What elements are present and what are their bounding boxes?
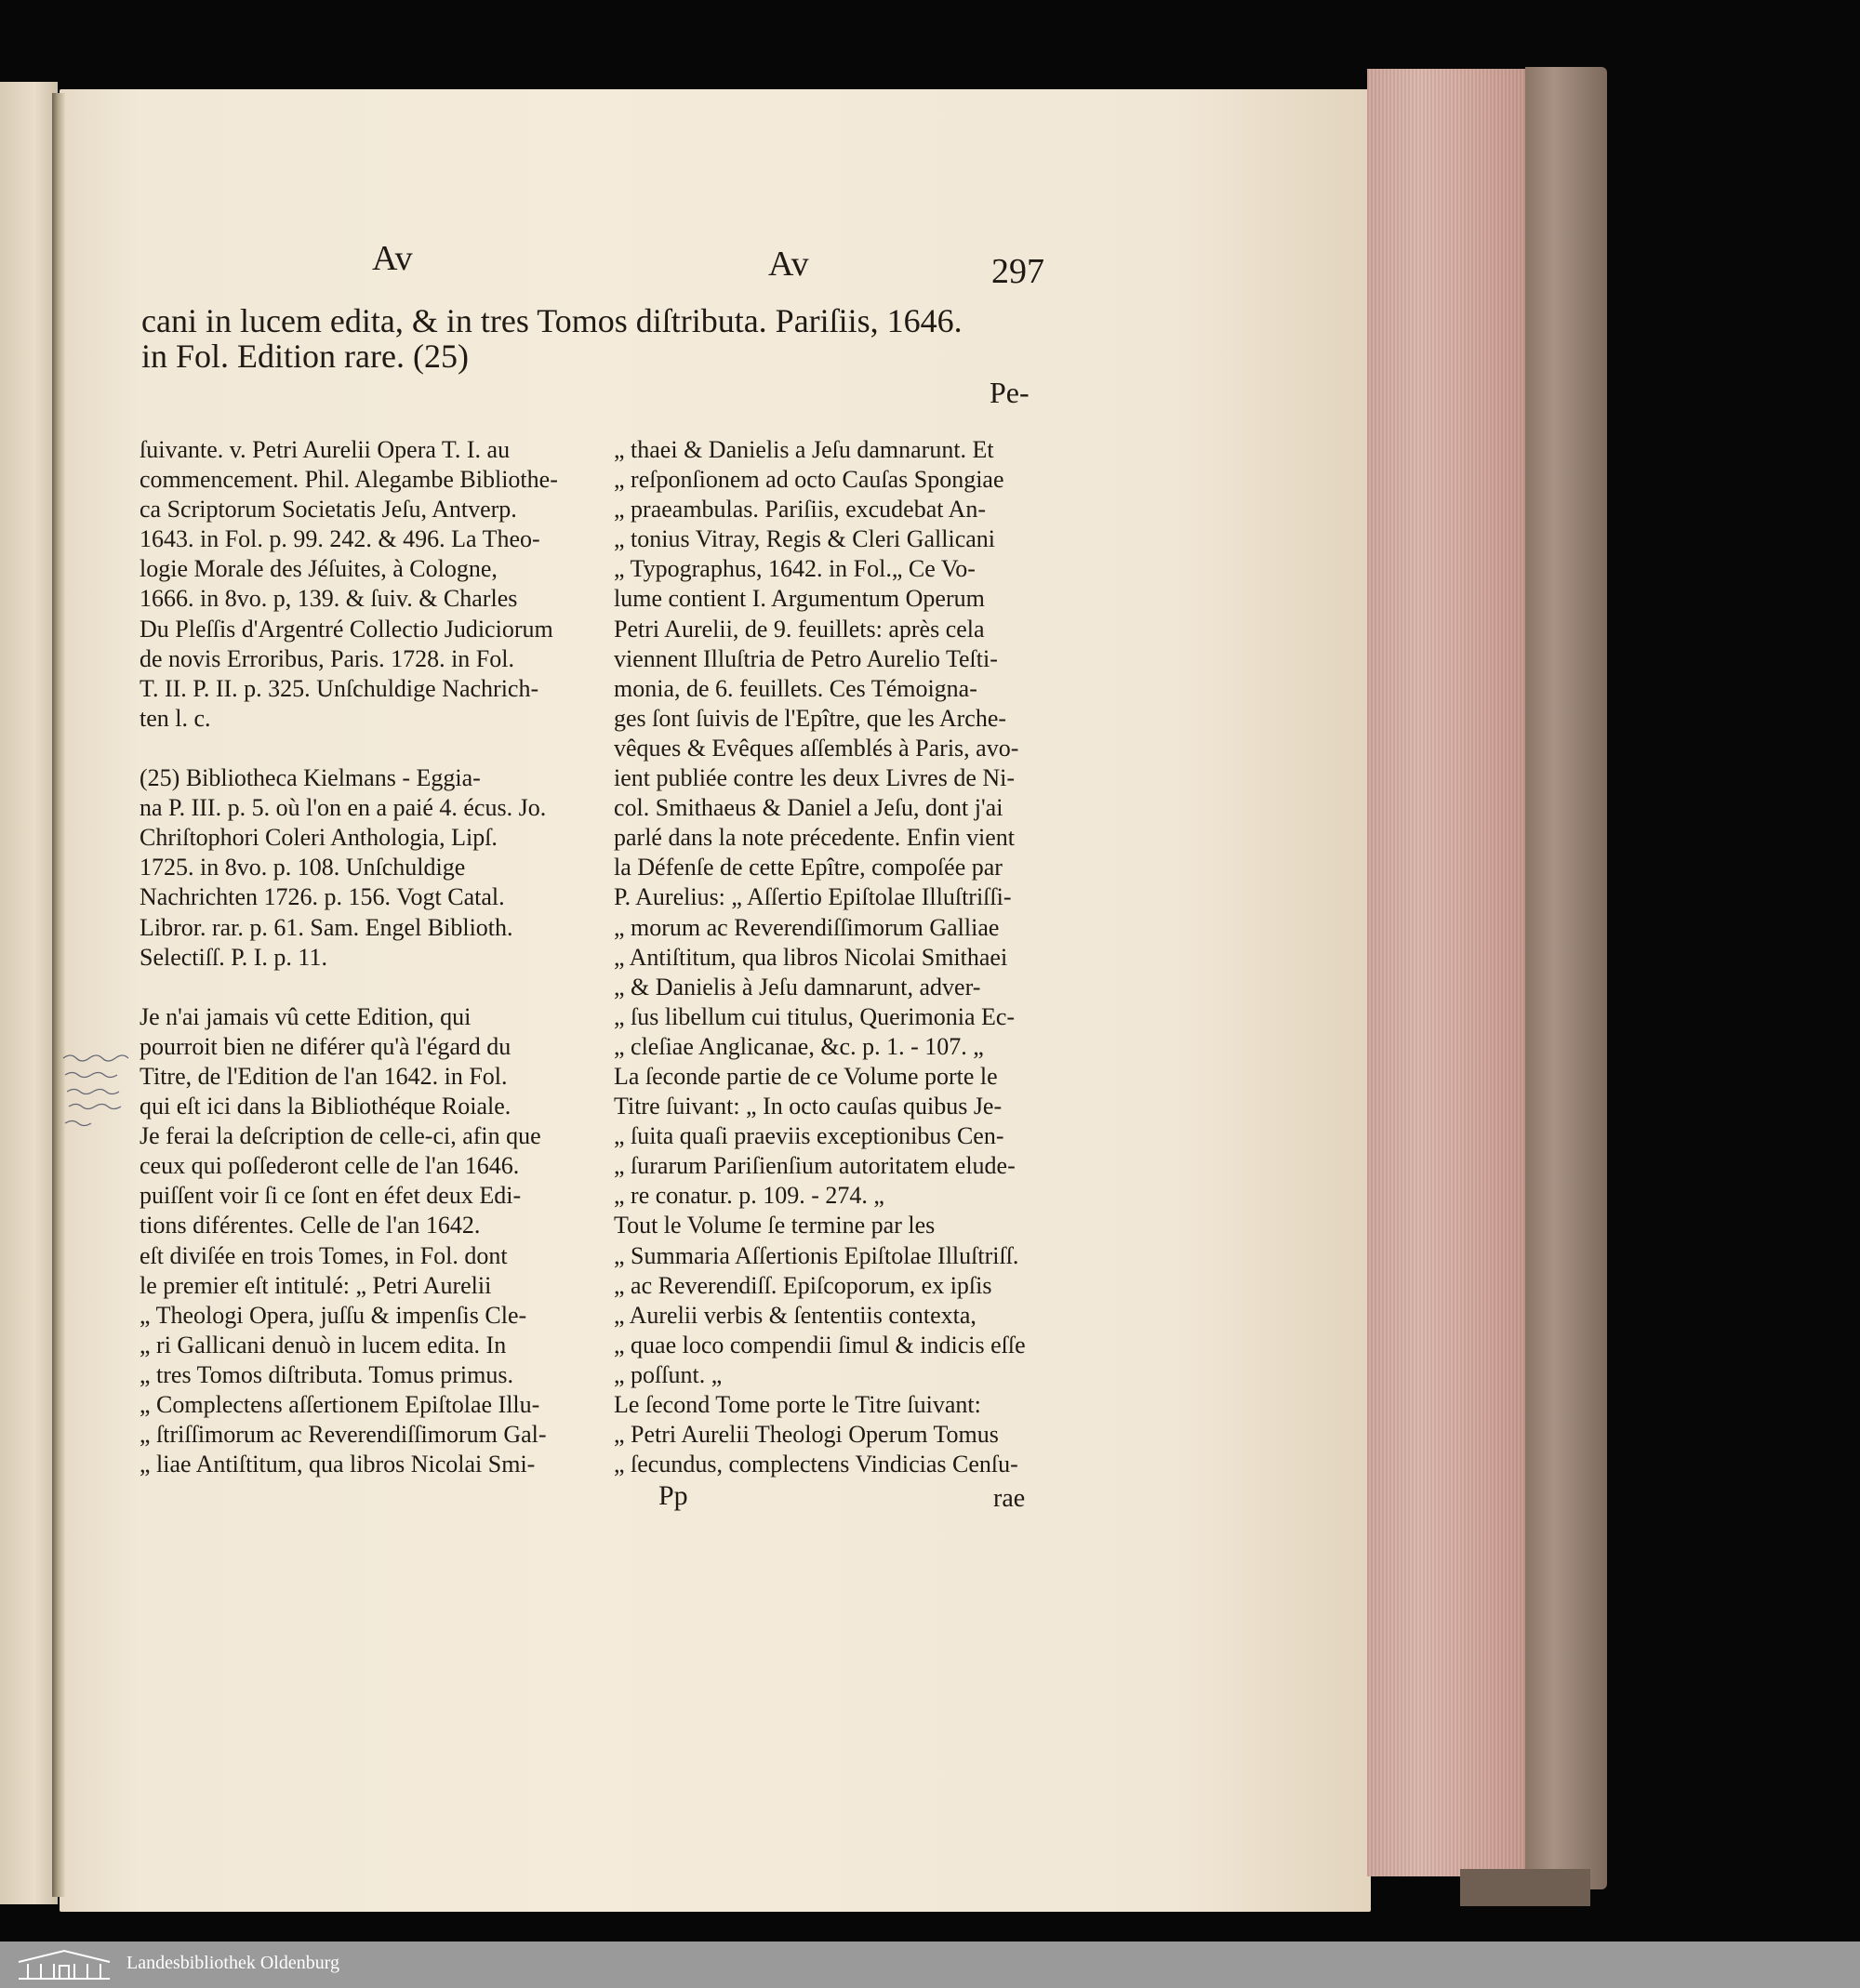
- left-column-line: logie Morale des Jéſuites, à Cologne,: [140, 555, 498, 583]
- left-column-line: 1725. in 8vo. p. 108. Unſchuldige: [140, 854, 466, 881]
- signature-mark: Pp: [658, 1480, 688, 1511]
- right-column-line: lume contient I. Argumentum Operum: [614, 585, 985, 613]
- right-column-line: „ Summaria Aſſertionis Epiſtolae Illuſtriſſ.: [614, 1241, 1019, 1269]
- left-column-line: pourroit bien ne diférer qu'à l'égard du: [140, 1032, 512, 1060]
- left-column-line: eſt diviſée en trois Tomes, in Fol. dont: [140, 1241, 508, 1269]
- right-column-line: la Défenſe de cette Epître, compoſée par: [614, 854, 1003, 881]
- left-column-line: „ ſtriſſimorum ac Reverendiſſimorum Gal-: [140, 1421, 547, 1449]
- left-column-line: ſuivante. v. Petri Aurelii Opera T. I. au: [140, 436, 511, 463]
- right-column-line: „ Petri Aurelii Theologi Operum Tomus: [614, 1421, 999, 1449]
- left-column-line: (25) Bibliotheca Kielmans - Eggia-: [140, 764, 481, 792]
- right-column-line: „ praeambulas. Pariſiis, excudebat An-: [614, 496, 986, 524]
- right-column-line: „ re conatur. p. 109. - 274. „: [614, 1182, 884, 1210]
- right-column-line: „ cleſiae Anglicanae, &c. p. 1. - 107. „: [614, 1032, 984, 1060]
- right-column-line: Tout le Volume ſe termine par les: [614, 1212, 936, 1239]
- right-column-line: „ Antiſtitum, qua libros Nicolai Smithaei: [614, 943, 1008, 971]
- left-column-line: [140, 734, 558, 763]
- left-column-line: ca Scriptorum Societatis Jeſu, Antverp.: [140, 496, 517, 524]
- left-column-line: puiſſent voir ſi ce ſont en éfet deux Edi-: [140, 1182, 522, 1210]
- handwritten-margin-note: [61, 1051, 147, 1144]
- left-column-line: commencement. Phil. Alegambe Bibliothe-: [140, 466, 558, 494]
- right-column-line: „ ac Reverendiſſ. Epiſcoporum, ex ipſis: [614, 1271, 992, 1299]
- left-column-line: Selectiſſ. P. I. p. 11.: [140, 943, 327, 971]
- top-line-2: in Fol. Edition rare. (25): [141, 338, 469, 375]
- right-column-line: ient publiée contre les deux Livres de Ni-: [614, 764, 1016, 792]
- running-head-left: Av: [372, 239, 413, 278]
- left-column-line: „ liae Antiſtitum, qua libros Nicolai Smi-: [140, 1451, 536, 1478]
- right-column-line: P. Aurelius: „ Aſſertio Epiſtolae Illuſtriſſi-: [614, 883, 1012, 911]
- left-column-line: Je ferai la deſcription de celle-ci, afin que: [140, 1122, 541, 1150]
- left-column-line: Je n'ai jamais vû cette Edition, qui: [140, 1002, 472, 1030]
- book-gutter: [52, 93, 65, 1897]
- left-column-line: Titre, de l'Edition de l'an 1642. in Fol.: [140, 1062, 508, 1090]
- library-building-logo-icon: [13, 1947, 115, 1982]
- right-column-line: monia, de 6. feuillets. Ces Témoigna-: [614, 674, 977, 702]
- left-column-line: tions diférentes. Celle de l'an 1642.: [140, 1212, 481, 1239]
- left-column-line: le premier eſt intitulé: „ Petri Aurelii: [140, 1271, 492, 1299]
- right-column-line: Petri Aurelii, de 9. feuillets: après cela: [614, 615, 985, 643]
- right-column-line: „ ſecundus, complectens Vindicias Cenſu-: [614, 1451, 1018, 1478]
- right-column-line: La ſeconde partie de ce Volume porte le: [614, 1062, 998, 1090]
- right-column-line: vêques & Evêques aſſemblés à Paris, avo-: [614, 734, 1019, 762]
- right-column-line: „ & Danielis à Jeſu damnarunt, adver-: [614, 973, 981, 1001]
- catchword-top: Pe-: [990, 376, 1030, 409]
- book-cover-edge: [1525, 67, 1607, 1889]
- right-column-line: „ reſponſionem ad octo Cauſas Spongiae: [614, 466, 1004, 494]
- footer-library-name: Landesbibliothek Oldenburg: [126, 1953, 340, 1973]
- right-column-line: „ Typographus, 1642. in Fol.„ Ce Vo-: [614, 555, 976, 583]
- left-column-line: de novis Erroribus, Paris. 1728. in Fol.: [140, 644, 514, 672]
- right-column-line: parlé dans la note précedente. Enfin vient: [614, 824, 1015, 852]
- left-column-line: 1666. in 8vo. p, 139. & ſuiv. & Charles: [140, 585, 518, 613]
- right-column-line: viennent Illuſtria de Petro Aurelio Teſti-: [614, 644, 998, 672]
- left-column-line: ten l. c.: [140, 704, 211, 732]
- right-column-line: „ ſurarum Pariſienſium autoritatem elude-: [614, 1152, 1016, 1180]
- left-column-line: „ tres Tomos diſtributa. Tomus primus.: [140, 1360, 513, 1388]
- catchword-bottom: rae: [993, 1484, 1026, 1513]
- book-cover-corner: [1460, 1869, 1590, 1906]
- page-number: 297: [991, 252, 1044, 291]
- left-column-line: Nachrichten 1726. p. 156. Vogt Catal.: [140, 883, 505, 911]
- running-head-center: Av: [768, 245, 809, 284]
- right-column-line: ges ſont ſuivis de l'Epître, que les Arche-: [614, 704, 1007, 732]
- right-column-line: „ thaei & Danielis a Jeſu damnarunt. Et: [614, 436, 994, 463]
- left-column-line: ceux qui poſſederont celle de l'an 1646.: [140, 1152, 520, 1180]
- right-column-line: „ ſuita quaſi praeviis exceptionibus Cen-: [614, 1122, 1004, 1150]
- left-column-line: Chriſtophori Coleri Anthologia, Lipſ.: [140, 824, 498, 852]
- previous-page-edge: [0, 82, 58, 1904]
- right-column-line: „ morum ac Reverendiſſimorum Galliae: [614, 913, 1000, 941]
- right-column-line: „ tonius Vitray, Regis & Cleri Gallicani: [614, 525, 996, 553]
- right-column-line: „ ſus libellum cui titulus, Querimonia Ec-: [614, 1002, 1016, 1030]
- right-column-line: „ quae loco compendii ſimul & indicis eſſe: [614, 1331, 1026, 1358]
- right-column-line: „ poſſunt. „: [614, 1360, 723, 1388]
- left-column-line: Du Pleſſis d'Argentré Collectio Judiciorum: [140, 615, 553, 643]
- right-column-line: col. Smithaeus & Daniel a Jeſu, dont j'ai: [614, 794, 1003, 822]
- left-column-line: [140, 973, 558, 1002]
- left-text-column: [140, 435, 558, 1479]
- left-column-line: „ Complectens aſſertionem Epiſtolae Illu-: [140, 1391, 540, 1418]
- left-column-line: T. II. P. II. p. 325. Unſchuldige Nachrich-: [140, 674, 539, 702]
- right-text-column: [614, 435, 1026, 1479]
- left-column-line: na P. III. p. 5. où l'on en a paié 4. écus. Jo.: [140, 794, 547, 822]
- left-column-line: „ Theologi Opera, juſſu & impenſis Cle-: [140, 1301, 527, 1329]
- right-column-line: Titre ſuivant: „ In octo cauſas quibus Je-: [614, 1093, 1003, 1120]
- top-line-1: cani in lucem edita, & in tres Tomos diſtributa. Pariſiis, 1646.: [141, 302, 963, 339]
- right-column-line: Le ſecond Tome porte le Titre ſuivant:: [614, 1391, 981, 1418]
- left-column-line: 1643. in Fol. p. 99. 242. & 496. La Theo-: [140, 525, 540, 553]
- left-column-line: „ ri Gallicani denuò in lucem edita. In: [140, 1331, 507, 1358]
- right-column-line: „ Aurelii verbis & ſententiis contexta,: [614, 1301, 976, 1329]
- left-column-line: Libror. rar. p. 61. Sam. Engel Biblioth.: [140, 913, 513, 941]
- page-fore-edge: [1367, 69, 1544, 1876]
- left-column-line: qui eſt ici dans la Bibliothéque Roiale.: [140, 1093, 512, 1120]
